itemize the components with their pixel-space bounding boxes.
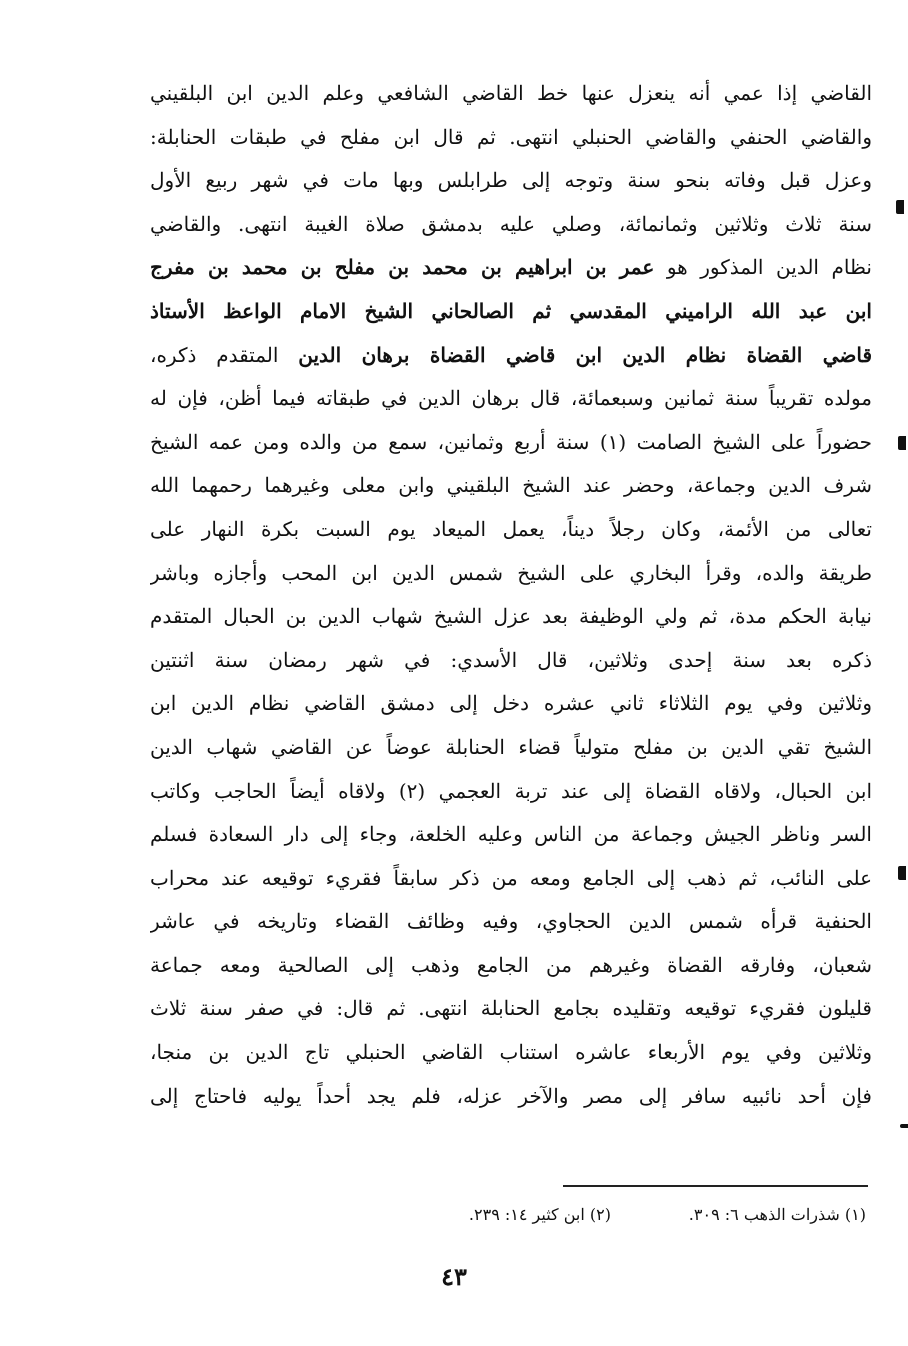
- biography-name: عمر بن ابراهيم بن محمد بن مفلح بن محمد بن مفرج: [150, 255, 655, 280]
- text-line-17-tail: ولاقاه أيضاً الحاجب وكاتب: [150, 778, 386, 803]
- text-line-24: فإن أحد نائبيه سافر إلى مصر والآخر عزله، فلم يجد أحداً يوليه فاحتاج إلى: [150, 1083, 872, 1108]
- text-line-16: الشيخ تقي الدين بن مفلح متولياً قضاء الحنابلة عوضاً عن القاضي شهاب الدين: [150, 734, 872, 759]
- page-number: ٤٣: [441, 1262, 467, 1291]
- margin-mark-middle: [898, 436, 906, 450]
- margin-mark-bottom: [900, 1124, 908, 1128]
- text-line-1: القاضي إذا عمي أنه ينعزل عنها خط القاضي الشافعي وعلم الدين ابن البلقيني: [150, 81, 872, 105]
- margin-mark-lower: [898, 866, 906, 880]
- text-line-18: السر وناظر الجيش وجماعة من الناس وعليه الخلعة، وجاء إلى دار السعادة فسلم: [150, 822, 872, 847]
- text-line-12: طريقة والده، وقرأ البخاري على الشيخ شمس الدين ابن المحب وأجازه وباشر: [150, 560, 872, 585]
- main-text: [150, 72, 872, 1118]
- text-line-5-start: نظام الدين المذكور هو: [666, 255, 872, 280]
- text-line-6: [150, 290, 872, 334]
- margin-mark-top: [896, 200, 904, 214]
- text-line-5: [150, 246, 872, 290]
- biography-lineage: ابن عبد الله الراميني المقدسي ثم الصالحاني الشيخ الامام الواعظ الأستاذ: [150, 298, 872, 323]
- text-line-20: الحنفية قرأه شمس الدين الحجاوي، وفيه وظائف القضاء وتاريخه في عاشر: [150, 909, 872, 934]
- footnote-ref-1: (١): [599, 429, 627, 454]
- text-line-11: تعالى من الأئمة، وكان رجلاً ديناً، يعمل الميعاد يوم السبت بكرة النهار على: [150, 516, 872, 541]
- text-line-15: وثلاثين وفي يوم الثلاثاء ثاني عشره دخل إلى دمشق القاضي نظام الدين ابن: [150, 691, 872, 716]
- text-line-19: على النائب، ثم ذهب إلى الجامع ومعه من ذكر سابقاً فقريء توقيعه عند محراب: [150, 865, 872, 890]
- text-line-9-tail: سنة أربع وثمانين، سمع من والده ومن عمه الشيخ: [150, 429, 590, 454]
- text-line-17: [150, 770, 872, 814]
- text-line-7-tail: المتقدم ذكره،: [150, 342, 279, 367]
- text-line-4: سنة ثلاث وثلاثين وثمانمائة، وصلي عليه بدمشق صلاة الغيبة انتهى. والقاضي: [150, 211, 872, 236]
- text-line-8: مولده تقريباً سنة ثمانين وسبعمائة، قال برهان الدين في طبقاته فيما أظن، فإن له: [150, 386, 872, 411]
- footnotes: [300, 1200, 866, 1230]
- text-line-3: وعزل قبل وفاته بنحو سنة وتوجه إلى طرابلس وبها مات في شهر ربيع الأول: [150, 168, 872, 193]
- footnote-ref-2: (٢): [398, 778, 426, 803]
- text-line-10: شرف الدين وجماعة، وحضر عند الشيخ البلقيني وابن معلى وغيرهما رحمهما الله: [150, 473, 872, 498]
- text-line-14: ذكره بعد سنة إحدى وثلاثين، قال الأسدي: في شهر رمضان سنة اثنتين: [150, 647, 872, 672]
- biography-title: قاضي القضاة نظام الدين ابن قاضي القضاة برهان الدين: [298, 342, 872, 367]
- text-line-9-start: حضوراً على الشيخ الصامت: [636, 429, 872, 454]
- text-line-22: قليلون فقريء توقيعه وتقليده بجامع الحنابلة انتهى. ثم قال: في صفر سنة ثلاث: [150, 996, 872, 1021]
- text-line-2: والقاضي الحنفي والقاضي الحنبلي انتهى. ثم قال ابن مفلح في طبقات الحنابلة:: [150, 124, 872, 149]
- footnote-1: (١) شذرات الذهب ٦: ٣٠٩.: [688, 1205, 866, 1224]
- text-line-17-start: ابن الحبال، ولاقاه القضاة إلى عند تربة العجمي: [438, 778, 872, 803]
- text-line-21: شعبان، وفارقه القضاة وغيرهم من الجامع وذهب إلى الصالحية ومعه جماعة: [150, 952, 872, 977]
- footnote-separator: [563, 1185, 868, 1187]
- footnote-2: (٢) ابن كثير ١٤: ٢٣٩.: [468, 1205, 611, 1224]
- text-line-7: [150, 334, 872, 378]
- text-line-13: نيابة الحكم مدة، ثم ولي الوظيفة بعد عزل الشيخ شهاب الدين بن الحبال المتقدم: [150, 604, 872, 629]
- text-line-9: [150, 421, 872, 465]
- text-line-23: وثلاثين وفي يوم الأربعاء عاشره استناب القاضي الحنبلي تاج الدين بن منجا،: [150, 1040, 872, 1065]
